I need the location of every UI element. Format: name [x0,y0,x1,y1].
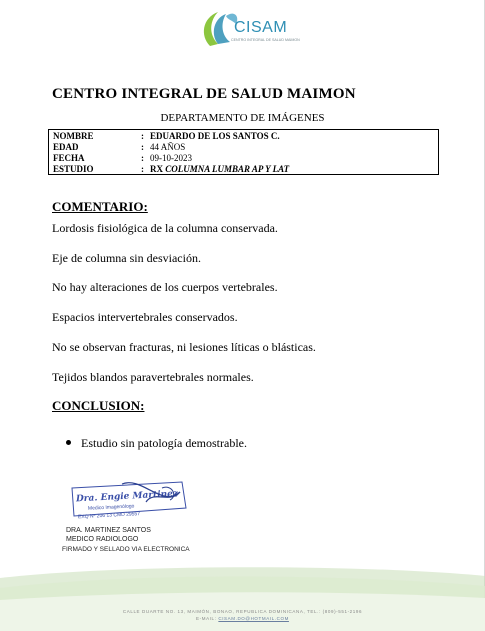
email-link[interactable]: CISAM.DO@HOTMAIL.COM [218,616,289,621]
info-separator: : [141,142,144,152]
stamp-line2: Medico Imagenólogo [87,503,135,512]
stamp-line1: Dra. Engie Martinez [75,489,179,505]
info-label: ESTUDIO [53,164,94,174]
email-label: E-MAIL: [196,616,219,621]
patient-info-box [48,129,439,175]
comentario-line: Espacios intervertebrales conservados. [52,310,238,324]
info-separator: : [141,153,144,163]
bullet-icon [66,440,71,445]
info-label: NOMBRE [53,131,94,141]
info-separator: : [141,164,144,174]
comentario-line: No se observan fracturas, ni lesiones líticas o blásticas. [52,340,316,354]
info-label: EDAD [53,142,79,152]
comentario-line: Lordosis fisiológica de la columna conservada. [52,221,278,235]
signer-name: DRA. MARTINEZ SANTOS [66,527,151,534]
info-value-name: EDUARDO DE LOS SANTOS C. [150,131,280,141]
info-value-date: 09-10-2023 [150,153,192,163]
comentario-line: Tejidos blandos paravertebrales normales. [52,370,254,384]
info-separator: : [141,131,144,141]
study-prefix: RX [150,164,166,174]
signature-note: FIRMADO Y SELLADO VIA ELECTRONICA [62,546,190,553]
conclusion-heading: CONCLUSION: [52,398,145,413]
comentario-line: Eje de columna sin desviación. [52,251,201,265]
comentario-heading: COMENTARIO: [52,199,148,214]
logo-text: CISAM [234,19,288,36]
conclusion-item: Estudio sin patología demostrable. [81,436,247,450]
footer-address: CALLE DUARTE NO. 13, MAIMÓN, BONAO, REPUBLICA DOMINICANA, TEL.: (809)-551-2196 [122,609,363,614]
stamp-line3: EXQ Nº 206 13 CMD 29557 [77,511,141,521]
footer-email [0,616,485,621]
signer-title: MEDICO RADIOLOGO [66,536,139,543]
study-name: COLUMNA LUMBAR AP Y LAT [165,164,290,174]
info-value-study [150,164,289,175]
document-title: CENTRO INTEGRAL DE SALUD MAIMON [52,86,356,102]
info-label: FECHA [53,153,85,163]
comentario-line: No hay alteraciones de los cuerpos vertebrales. [52,280,278,294]
info-value-age: 44 AÑOS [150,142,186,152]
department-name: DEPARTAMENTO DE IMÁGENES [160,112,325,124]
signature-stamp [62,478,192,528]
logo-subtitle: CENTRO INTEGRAL DE SALUD MAIMON [231,38,300,42]
